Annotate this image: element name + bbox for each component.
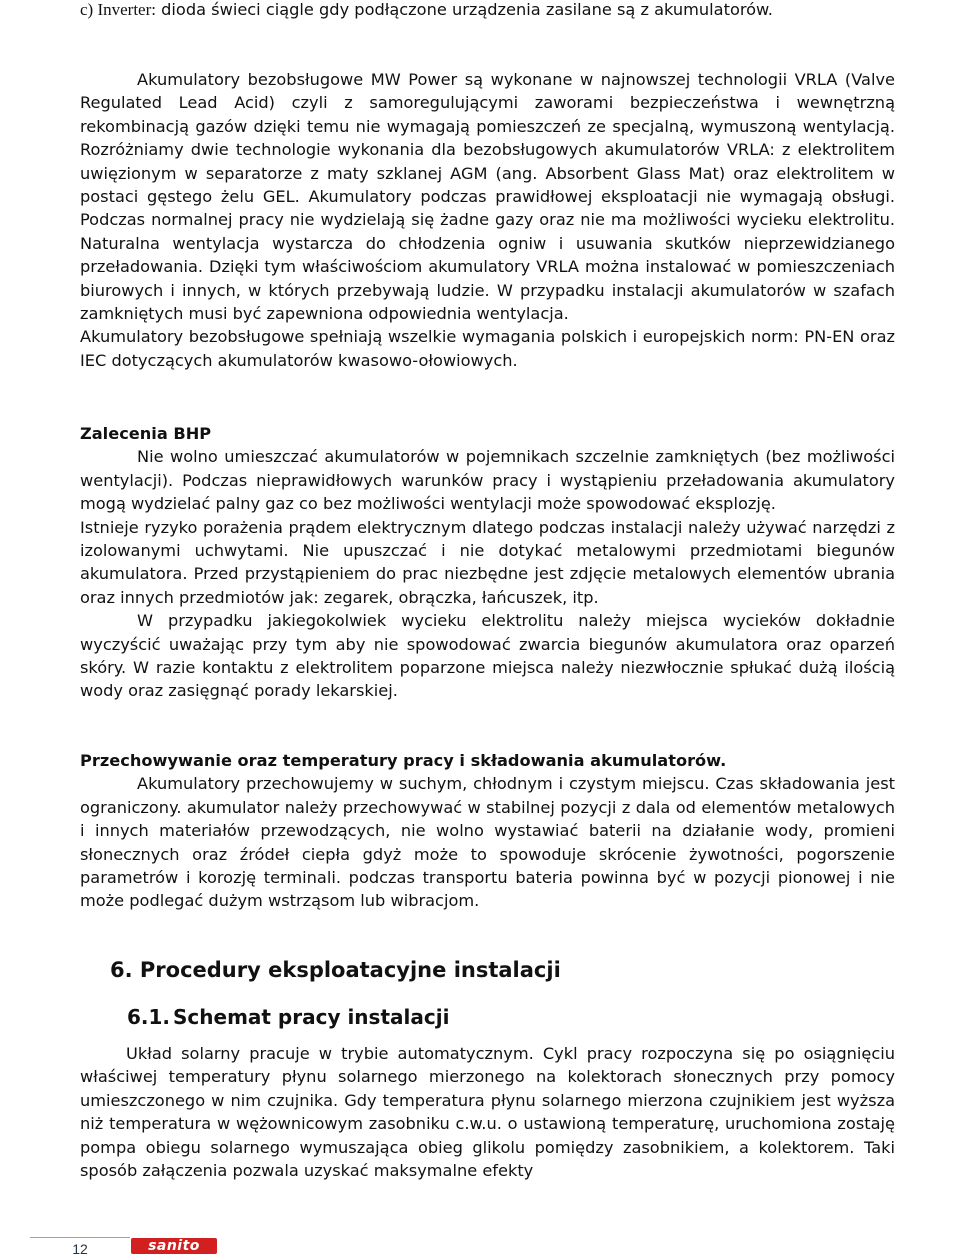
bhp-paragraph-2: Istnieje ryzyko porażenia prądem elektrycznym dlatego podczas instalacji należy używać narzędzi z izolowanymi uchwytami. Nie upuszczać i nie dotykać metalowymi przedmiotami biegunów akumulatora. Przed przystąpieniem do prac niezbędne jest zdjęcie metalowych elementów ubrania oraz innych przedmiotów jak: zegarek, obrączka, łańcuszek, itp. (80, 517, 895, 607)
intro-paragraph (80, 0, 895, 21)
bhp-heading: Zalecenia BHP (80, 424, 212, 443)
subchapter-number: 6.1. (127, 1005, 171, 1029)
sanito-logo: sanito (131, 1238, 217, 1254)
chapter-title: 6. Procedury eksploatacyjne instalacji (110, 958, 561, 982)
page-number: 12 (30, 1237, 130, 1259)
chapter-paragraph-1: Układ solarny pracuje w trybie automatycznym. Cykl pracy rozpoczyna się po osiągnięciu właściwej temperatury płynu solarnego mierzonego na kolektorach słonecznych przy pomocy umieszczonego w nim czujnika. Gdy temperatura płynu solarnego mierzona czujnikiem jest wyższa niż temperatura w wężownicowym zasobniku c.w.u. o ustawioną temperaturę, uruchomiona zostaję pompa obiegu solarnego wymuszająca obieg glikolu pomiędzy zasobnikiem, a kolektorem. Taki sposób załączenia pozwala uzyskać maksymalne efekty (80, 1044, 895, 1181)
intro-line (80, 0, 895, 21)
subchapter-title (127, 1004, 449, 1030)
bhp-paragraph-3: W przypadku jakiegokolwiek wycieku elektrolitu należy miejsca wycieków dokładnie wyczyścić uważając przy tym aby nie spowodować zwarcia biegunów akumulatora oraz oparzeń skóry. W razie kontaktu z elektrolitem poparzone miejsca należy niezwłocznie spłukać dużą ilością wody oraz zasięgnąć porady lekarskiej. (80, 611, 895, 701)
storage-paragraph-1: Akumulatory przechowujemy w suchym, chłodnym i czystym miejscu. Czas składowania jest ograniczony. akumulator należy przechowywać w stabilnej pozycji z dala od elementów metalowych i innych materiałów przewodzących, nie wolno wystawiać baterii na działanie wody, promieni słonecznych oraz źródeł ciepła gdyż może to spowoduje skrócenie żywotności, pogorszenie parametrów i korozję terminali. podczas transportu bateria powinna być w pozycji pionowej i nie może podlegać dużym wstrząsom lub wibracjom. (80, 774, 895, 911)
storage-heading: Przechowywanie oraz temperatury pracy i składowania akumulatorów. (80, 751, 727, 770)
subchapter-name: Schemat pracy instalacji (173, 1005, 450, 1029)
battery-paragraph-2: Akumulatory bezobsługowe spełniają wszelkie wymagania polskich i europejskich norm: PN-EN oraz IEC dotyczących akumulatorów kwasowo-ołowiowych. (80, 327, 895, 370)
battery-paragraph-1: Akumulatory bezobsługowe MW Power są wykonane w najnowszej technologii VRLA (Valve Regulated Lead Acid) czyli z samoregulującymi zaworami bezpieczeństwa i wewnętrzną rekombinacją gazów dzięki temu nie wymagają pomieszczeń ze specjalną, wymuszoną wentylacją. Rozróżniamy dwie technologie wykonania dla bezobsługowych akumulatorów VRLA: z elektrolitem uwięzionym w separatorze z maty szklanej AGM (ang. Absorbent Glass Mat) oraz elektrolitem w postaci gęstego żelu GEL. Akumulatory podczas prawidłowej eksploatacji nie wymagają obsługi. Podczas normalnej pracy nie wydzielają się żadne gazy oraz nie ma możliwości wycieku elektrolitu. Naturalna wentylacja wystarcza do chłodzenia ogniw i usuwania skutków nieprzewidzianego przeładowania. Dzięki tym właściwościom akumulatory VRLA można instalować w pomieszczeniach biurowych i innych, w których przebywają ludzie. W przypadku instalacji akumulatorów w szafach zamkniętych musi być zapewniona odpowiednia wentylacja. (80, 70, 895, 324)
chapter-section (80, 1042, 895, 1182)
bhp-paragraph-1: Nie wolno umieszczać akumulatorów w pojemnikach szczelnie zamkniętych (bez możliwości wentylacji). Podczas nieprawidłowych warunków pracy i wystąpieniu przeładowania akumulatory mogą wydzielać palny gaz co bez możliwości wentylacji może spowodować eksplozję. (80, 447, 895, 514)
battery-section (80, 68, 895, 372)
intro-label: c) Inverter: (80, 0, 156, 19)
intro-text: dioda świeci ciągle gdy podłączone urządzenia zasilane są z akumulatorów. (161, 0, 773, 19)
storage-section (80, 749, 895, 913)
bhp-section (80, 422, 895, 703)
